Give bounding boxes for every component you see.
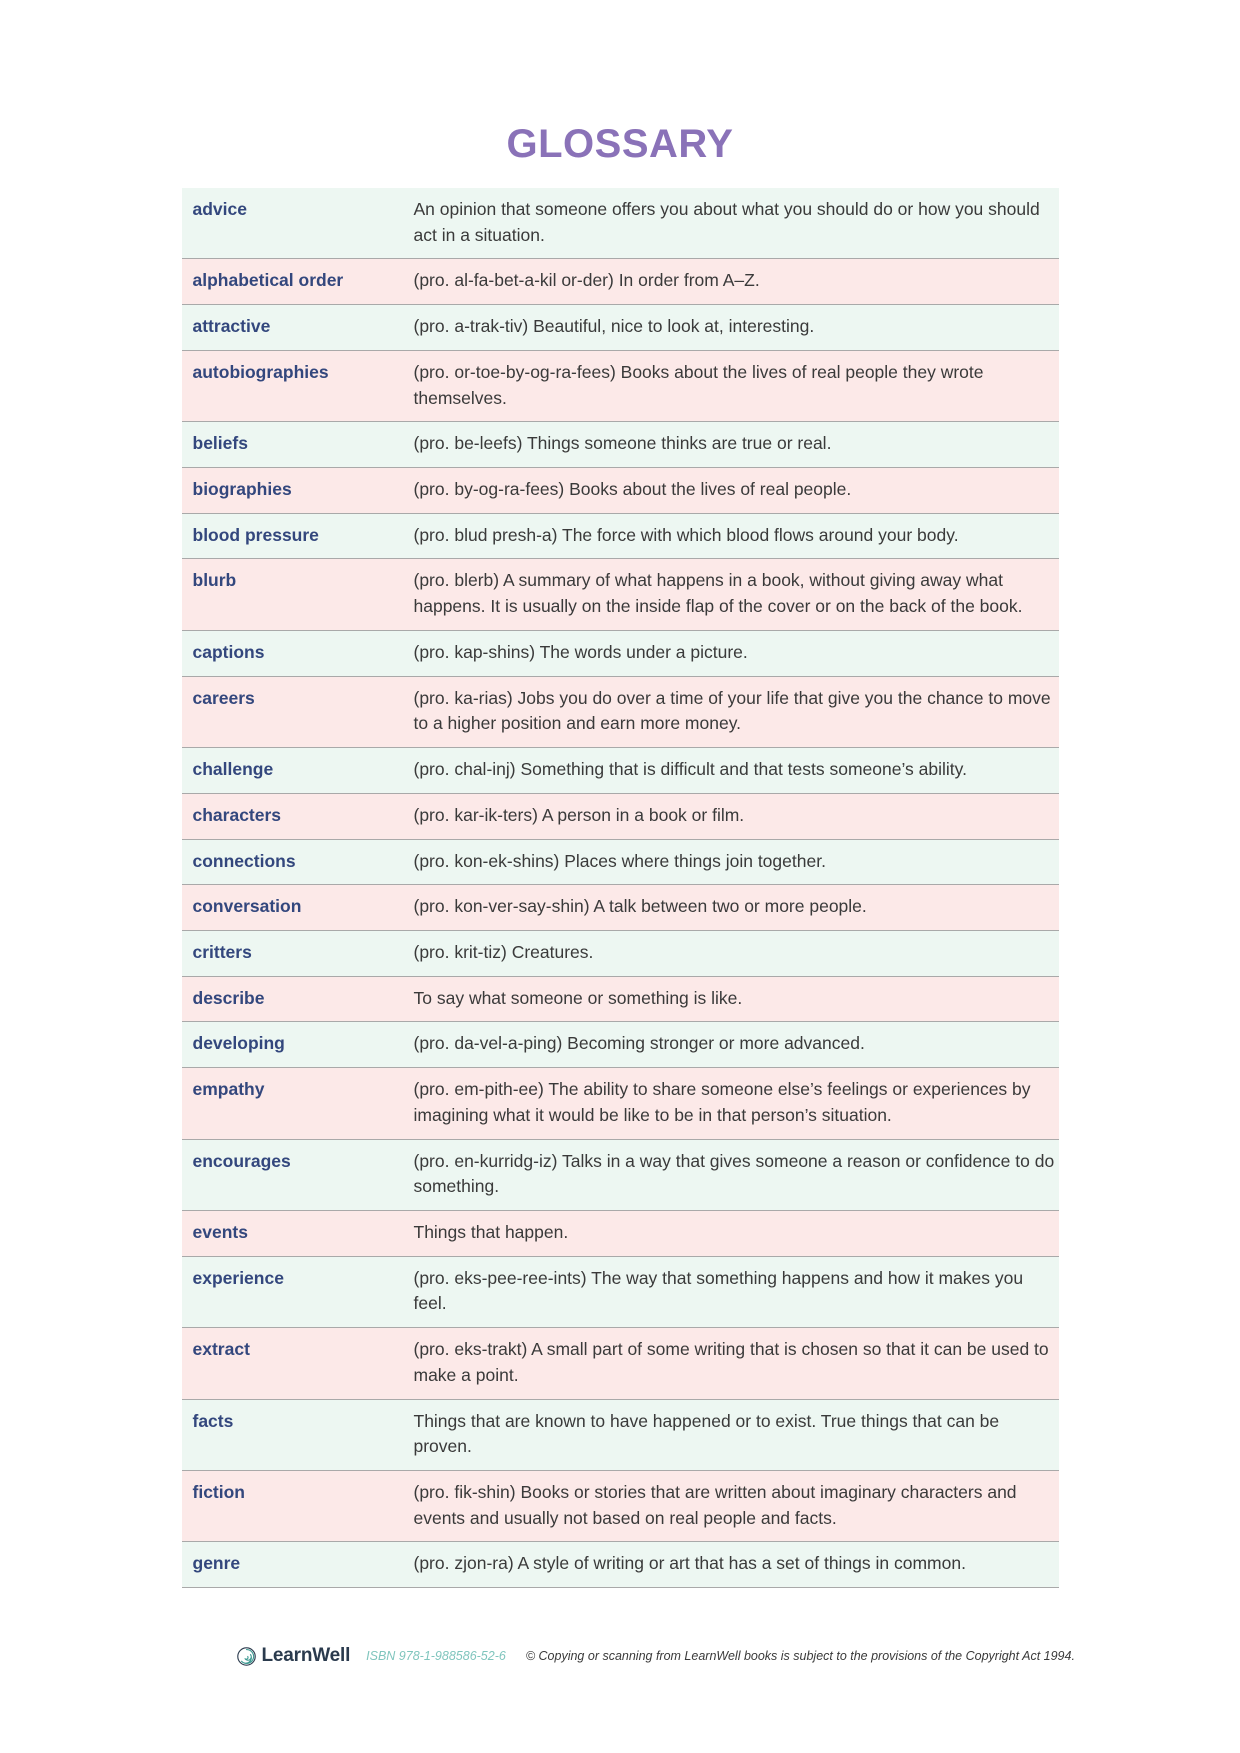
- isbn-text: ISBN 978-1-988586-52-6: [366, 1649, 506, 1663]
- glossary-row: [182, 676, 1059, 747]
- glossary-definition: (pro. a-trak-tiv) Beautiful, nice to look at, interesting.: [413, 305, 1059, 351]
- glossary-term: captions: [182, 630, 413, 676]
- glossary-term: careers: [182, 676, 413, 747]
- glossary-row: [182, 422, 1059, 468]
- glossary-row: [182, 1399, 1059, 1470]
- glossary-definition: (pro. en-kurridg-iz) Talks in a way that gives someone a reason or confidence to do something.: [413, 1139, 1059, 1210]
- glossary-term: encourages: [182, 1139, 413, 1210]
- glossary-term: connections: [182, 839, 413, 885]
- glossary-term: biographies: [182, 468, 413, 514]
- glossary-definition: (pro. kap-shins) The words under a picture.: [413, 630, 1059, 676]
- glossary-row: [182, 930, 1059, 976]
- glossary-term: advice: [192, 199, 247, 219]
- glossary-term: critters: [182, 930, 413, 976]
- glossary-table: [182, 188, 1059, 1588]
- glossary-term: beliefs: [182, 422, 413, 468]
- glossary-definition: (pro. eks-trakt) A small part of some writing that is chosen so that it can be used to make a point.: [413, 1328, 1059, 1399]
- glossary-definition: (pro. blud presh-a) The force with which blood flows around your body.: [413, 513, 1059, 559]
- learnwell-logo: [237, 1645, 351, 1667]
- glossary-definition: (pro. or-toe-by-og-ra-fees) Books about the lives of real people they wrote themselves.: [413, 350, 1059, 421]
- glossary-row: [182, 1022, 1059, 1068]
- glossary-row: [182, 793, 1059, 839]
- glossary-row: [182, 976, 1059, 1022]
- glossary-definition: (pro. by-og-ra-fees) Books about the lives of real people.: [413, 468, 1059, 514]
- glossary-row: [182, 1139, 1059, 1210]
- glossary-row: [182, 468, 1059, 514]
- glossary-row: [182, 188, 1059, 259]
- glossary-definition: (pro. kon-ver-say-shin) A talk between two or more people.: [413, 885, 1059, 931]
- glossary-definition: (pro. da-vel-a-ping) Becoming stronger or more advanced.: [413, 1022, 1059, 1068]
- glossary-table-body: [182, 188, 1059, 1588]
- glossary-term: facts: [182, 1399, 413, 1470]
- glossary-row: [182, 1328, 1059, 1399]
- glossary-term: blood pressure: [182, 513, 413, 559]
- glossary-definition: (pro. chal-inj) Something that is difficult and that tests someone’s ability.: [413, 748, 1059, 794]
- glossary-definition: (pro. be-leefs) Things someone thinks are true or real.: [413, 422, 1059, 468]
- glossary-row: [182, 1068, 1059, 1139]
- glossary-definition: Things that happen.: [413, 1210, 1059, 1256]
- glossary-term: blurb: [182, 559, 413, 630]
- glossary-term: alphabetical order: [182, 259, 413, 305]
- glossary-row: [182, 513, 1059, 559]
- glossary-row: [182, 1210, 1059, 1256]
- glossary-row: [182, 350, 1059, 421]
- copyright-text: © Copying or scanning from LearnWell books is subject to the provisions of the Copyright Act 1994.: [525, 1649, 1075, 1663]
- glossary-term: developing: [182, 1022, 413, 1068]
- glossary-definition: (pro. blerb) A summary of what happens in a book, without giving away what happens. It is usually on the inside flap of the cover or on the back of the book.: [413, 559, 1059, 630]
- glossary-definition: (pro. zjon-ra) A style of writing or art that has a set of things in common.: [413, 1542, 1059, 1588]
- glossary-term: characters: [182, 793, 413, 839]
- glossary-row: [182, 748, 1059, 794]
- glossary-term: challenge: [182, 748, 413, 794]
- spiral-icon: [237, 1647, 256, 1666]
- brand-name: LearnWell: [261, 1645, 351, 1666]
- glossary-row: [182, 305, 1059, 351]
- glossary-definition: An opinion that someone offers you about what you should do or how you should act in a situation.: [413, 199, 1040, 245]
- glossary-row: [182, 885, 1059, 931]
- glossary-term: fiction: [182, 1471, 413, 1542]
- glossary-row: [182, 1542, 1059, 1588]
- glossary-definition: (pro. ka-rias) Jobs you do over a time of your life that give you the chance to move to a higher position and earn more money.: [413, 676, 1059, 747]
- glossary-row: [182, 839, 1059, 885]
- glossary-row: [182, 630, 1059, 676]
- glossary-row: [182, 1471, 1059, 1542]
- glossary-definition: (pro. eks-pee-ree-ints) The way that something happens and how it makes you feel.: [413, 1256, 1059, 1327]
- glossary-definition: Things that are known to have happened or to exist. True things that can be proven.: [413, 1399, 1059, 1470]
- glossary-term: autobiographies: [182, 350, 413, 421]
- glossary-definition: To say what someone or something is like.: [413, 976, 1059, 1022]
- glossary-definition: (pro. kar-ik-ters) A person in a book or film.: [413, 793, 1059, 839]
- glossary-row: [182, 259, 1059, 305]
- glossary-term: extract: [182, 1328, 413, 1399]
- glossary-term: describe: [182, 976, 413, 1022]
- glossary-row: [182, 559, 1059, 630]
- glossary-definition: (pro. kon-ek-shins) Places where things join together.: [413, 839, 1059, 885]
- page-title: GLOSSARY: [506, 122, 734, 166]
- glossary-term: empathy: [182, 1068, 413, 1139]
- glossary-definition: (pro. al-fa-bet-a-kil or-der) In order from A–Z.: [413, 259, 1059, 305]
- glossary-term: conversation: [182, 885, 413, 931]
- glossary-term: experience: [182, 1256, 413, 1327]
- glossary-term: attractive: [182, 305, 413, 351]
- glossary-term: events: [182, 1210, 413, 1256]
- glossary-definition: (pro. krit-tiz) Creatures.: [413, 930, 1059, 976]
- glossary-definition: (pro. fik-shin) Books or stories that are written about imaginary characters and events and usually not based on real people and facts.: [413, 1471, 1059, 1542]
- page-footer: [182, 1645, 1075, 1667]
- glossary-definition: (pro. em-pith-ee) The ability to share someone else’s feelings or experiences by imagining what it would be like to be in that person’s situation.: [413, 1068, 1059, 1139]
- glossary-row: [182, 1256, 1059, 1327]
- glossary-term: genre: [182, 1542, 413, 1588]
